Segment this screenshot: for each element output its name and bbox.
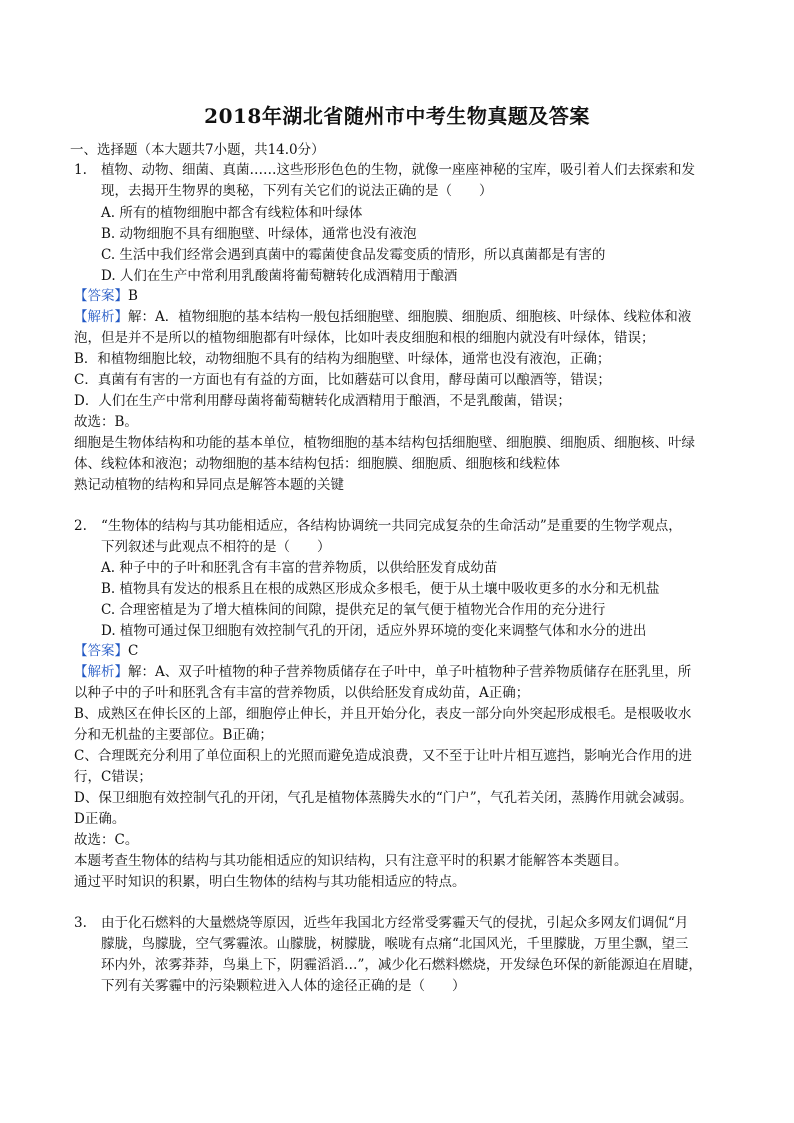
answer-label: 【答案】 xyxy=(74,288,128,304)
question-stem-line: 下列叙述与此观点不相符的是（ ） xyxy=(101,539,331,555)
analysis-line: 分和无机盐的主要部位。B正确； xyxy=(74,727,273,743)
question-stem-line: “生物体的结构与其功能相适应，各结构协调统一共同完成复杂的生命活动”是重要的生物学观点， xyxy=(101,518,682,534)
question-stem-line: 由于化石燃料的大量燃烧等原因，近些年我国北方经常受雾霾天气的侵扰，引起众多网友们调侃“月 xyxy=(101,915,689,931)
analysis-line: 行，C错误； xyxy=(74,769,152,785)
question-number: 2. xyxy=(74,518,87,534)
analysis-line: C．真菌有有害的一方面也有有益的方面，比如蘑菇可以食用，酵母菌可以酿酒等，错误； xyxy=(74,372,611,388)
analysis-line: 熟记动植物的结构和异同点是解答本题的关键 xyxy=(74,477,344,493)
analysis-label: 【解析】 xyxy=(74,309,128,325)
option-b: B. 植物具有发达的根系且在根的成熟区形成众多根毛，便于从土壤中吸收更多的水分和无机盐 xyxy=(101,581,660,597)
question-stem-line: 现，去揭开生物界的奥秘，下列有关它们的说法正确的是（ ） xyxy=(101,183,493,199)
question-number: 3. xyxy=(74,915,87,931)
analysis-label: 【解析】 xyxy=(74,664,128,680)
option-d: D. 人们在生产中常利用乳酸菌将葡萄糖转化成酒精用于酿酒 xyxy=(101,268,458,284)
analysis-line: 体、线粒体和液泡；动物细胞的基本结构包括：细胞膜、细胞质、细胞核和线粒体 xyxy=(74,456,560,472)
question-stem-line: 朦胧，鸟朦胧，空气雾霾浓。山朦胧，树朦胧，喉咙有点痛“北国风光，千里朦胧，万里尘飘，望三 xyxy=(101,936,689,952)
option-a: A. 所有的植物细胞中都含有线粒体和叶绿体 xyxy=(101,205,363,221)
analysis-line: 以种子中的子叶和胚乳含有丰富的营养物质，以供给胚发育成幼苗，A正确； xyxy=(74,685,530,701)
analysis-line: D．人们在生产中常利用酵母菌将葡萄糖转化成酒精用于酿酒，不是乳酸菌，错误； xyxy=(74,393,571,409)
answer-value: B xyxy=(128,288,138,304)
question-stem-line: 植物、动物、细菌、真菌……这些形形色色的生物，就像一座座神秘的宝库，吸引着人们去探索和发 xyxy=(101,162,695,178)
option-c: C. 合理密植是为了增大植株间的间隙，提供充足的氧气便于植物光合作用的充分进行 xyxy=(101,602,606,618)
analysis-line: B、成熟区在伸长区的上部，细胞停止伸长，并且开始分化，表皮一部分向外突起形成根毛。是根吸收水 xyxy=(74,706,692,722)
analysis-line: D、保卫细胞有效控制气孔的开闭，气孔是植物体蒸腾失水的“门户”，气孔若关闭，蒸腾作用就会减弱。 xyxy=(74,790,693,806)
answer-row xyxy=(74,641,138,661)
analysis-line: 故选：B。 xyxy=(74,414,138,430)
analysis-row xyxy=(74,662,691,682)
analysis-line: 本题考查生物体的结构与其功能相适应的知识结构，只有注意平时的积累才能解答本类题目。 xyxy=(74,853,628,869)
analysis-row xyxy=(74,307,691,327)
page-title: 2018年湖北省随州市中考生物真题及答案 xyxy=(204,104,590,128)
analysis-line: 通过平时知识的积累，明白生物体的结构与其功能相适应的特点。 xyxy=(74,874,466,890)
option-a: A. 种子中的子叶和胚乳含有丰富的营养物质，以供给胚发育成幼苗 xyxy=(101,560,498,576)
answer-label: 【答案】 xyxy=(74,643,128,659)
answer-value: C xyxy=(128,643,139,659)
analysis-line: C、合理既充分利用了单位面积上的光照而避免造成浪费，又不至于让叶片相互遮挡，影响光合作用的进 xyxy=(74,748,692,764)
option-b: B. 动物细胞不具有细胞壁、叶绿体，通常也没有液泡 xyxy=(101,226,417,242)
question-stem-line: 环内外，浓雾莽莽，鸟巢上下，阴霾滔滔…”，减少化石燃料燃烧，开发绿色环保的新能源迫在眉睫， xyxy=(101,957,702,973)
option-d: D. 植物可通过保卫细胞有效控制气孔的开闭，适应外界环境的变化来调整气体和水分的进出 xyxy=(101,623,647,639)
question-number: 1. xyxy=(74,162,87,178)
question-stem-line: 下列有关雾霾中的污染颗粒进入人体的途径正确的是（ ） xyxy=(101,978,466,994)
answer-row xyxy=(74,286,138,306)
analysis-line: 解：A．植物细胞的基本结构一般包括细胞壁、细胞膜、细胞质、细胞核、叶绿体、线粒体和液 xyxy=(128,309,692,325)
analysis-line: 细胞是生物体结构和功能的基本单位，植物细胞的基本结构包括细胞壁、细胞膜、细胞质、细胞核、叶绿 xyxy=(74,435,695,451)
analysis-line: 故选：C。 xyxy=(74,832,139,848)
section-heading: 一、选择题（本大题共7小题，共14.0分） xyxy=(70,142,325,158)
analysis-line: 解：A、双子叶植物的种子营养物质储存在子叶中，单子叶植物种子营养物质储存在胚乳里，所 xyxy=(128,664,692,680)
analysis-line: D正确。 xyxy=(74,811,126,827)
analysis-line: B．和植物细胞比较，动物细胞不具有的结构为细胞壁、叶绿体，通常也没有液泡，正确； xyxy=(74,351,611,367)
analysis-line: 泡，但是并不是所以的植物细胞都有叶绿体，比如叶表皮细胞和根的细胞内就没有叶绿体，错误； xyxy=(74,330,655,346)
option-c: C. 生活中我们经常会遇到真菌中的霉菌使食品发霉变质的情形，所以真菌都是有害的 xyxy=(101,247,606,263)
